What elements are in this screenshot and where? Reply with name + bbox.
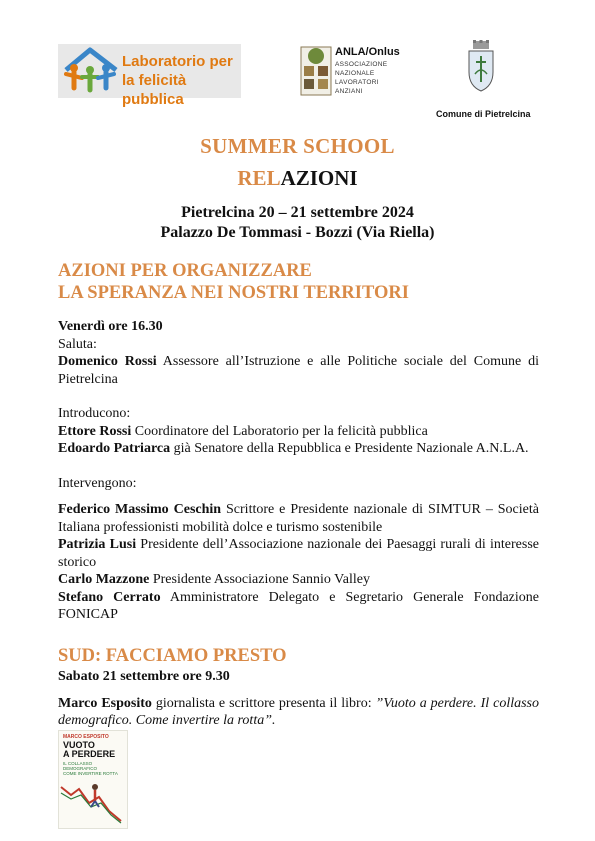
speaker-entry [58,589,539,624]
section1-program [58,318,539,624]
book-title: ”Vuoto a perdere. Il collasso demografico. Come invertire la rotta”. [58,695,539,728]
cover-subtitle-line: COME INVERTIRE ROTTA [63,771,118,776]
lab-logo-line2: la felicità pubblica [122,72,187,108]
speaker-role: già Senatore della Repubblica e Presidente Nazionale A.N.L.A. [170,441,529,456]
speaker-entry [58,536,539,571]
speaker-name: Patrizia Lusi [58,537,137,552]
cover-title-line: A PERDERE [63,749,116,759]
introducono-label: Introducono: [58,406,131,421]
speaker-name: Edoardo Patriarca [58,441,171,456]
speaker-role: Presidente dell’Associazione nazionale dei Paesaggi rurali di interesse storico [58,537,539,570]
anla-tree-icon [300,46,332,96]
title-rel: REL [237,166,281,190]
section1-heading-line1: AZIONI PER ORGANIZZARE [58,261,312,281]
saturday-time: Sabato 21 settembre ore 9.30 [58,669,230,684]
anla-sub-line: NAZIONALE [335,70,375,77]
anla-title: ANLA/Onlus [335,46,400,58]
speaker-name: Carlo Mazzone [58,572,150,587]
laboratorio-logo [58,44,241,108]
cover-subtitle-line: DEMOGRAFICO [63,766,98,771]
event-venue: Palazzo De Tommasi - Bozzi (Via Riella) [160,224,435,241]
section2-heading: SUD: FACCIAMO PRESTO [58,646,287,666]
speaker-entry [58,440,539,458]
anla-subtitle [335,60,387,96]
anla-sub-line: ASSOCIAZIONE [335,61,388,68]
speaker-entry [58,353,539,388]
book-cover-image [58,730,128,829]
cover-author: MARCO ESPOSITO [63,734,109,740]
pietrelcina-crest-icon [466,40,496,92]
speaker-name: Federico Massimo Ceschin [58,502,222,517]
speaker-role: Amministratore Delegato e Segretario Generale Fondazione FONICAP [58,589,539,622]
speaker-name: Marco Esposito [58,695,152,711]
speaker-entry [58,423,539,441]
anla-sub-line: LAVORATORI [335,79,379,86]
cover-title [63,741,115,759]
section2-program [58,668,539,730]
friday-time: Venerdì ore 16.30 [58,319,163,334]
speaker-name: Domenico Rossi [58,354,157,369]
speaker-entry [58,695,539,730]
speaker-role: Presidente Associazione Sannio Valley [149,572,370,587]
title-azioni: AZIONI [280,166,358,190]
speaker-role: Assessore all’Istruzione e alle Politiche sociale del Comune di Pietrelcina [58,354,539,387]
relazioni-title [0,166,595,191]
cover-subtitle [63,761,118,776]
cover-subtitle-line: IL COLLASSO [63,761,93,766]
speaker-role: Coordinatore del Laboratorio per la felicità pubblica [131,423,428,439]
speaker-name: Stefano Cerrato [58,589,161,605]
speaker-name: Ettore Rossi [58,423,132,439]
anla-sub-line: ANZIANI [335,88,363,95]
comune-label: Comune di Pietrelcina [436,109,531,119]
intervengono-label: Intervengono: [58,475,137,491]
event-dates: Pietrelcina 20 – 21 settembre 2024 [181,204,414,221]
page-title: SUMMER SCHOOL [200,134,395,158]
section1-heading-line2: LA SPERANZA NEI NOSTRI TERRITORI [58,283,409,303]
speaker-role: giornalista e scrittore presenta il libro: [151,695,376,711]
cover-title-line: VUOTO [63,740,95,750]
saluta-label: Saluta: [58,336,97,352]
people-house-icon [60,44,122,98]
cover-graph-icon [59,777,127,827]
speaker-role: Scrittore e Presidente nazionale di SIMTUR – Società Italiana professionisti mobilità dolce e turismo sostenibile [58,502,539,535]
lab-logo-line1: Laboratorio per [122,53,233,70]
speaker-entry [58,501,539,536]
speaker-entry [58,571,539,589]
